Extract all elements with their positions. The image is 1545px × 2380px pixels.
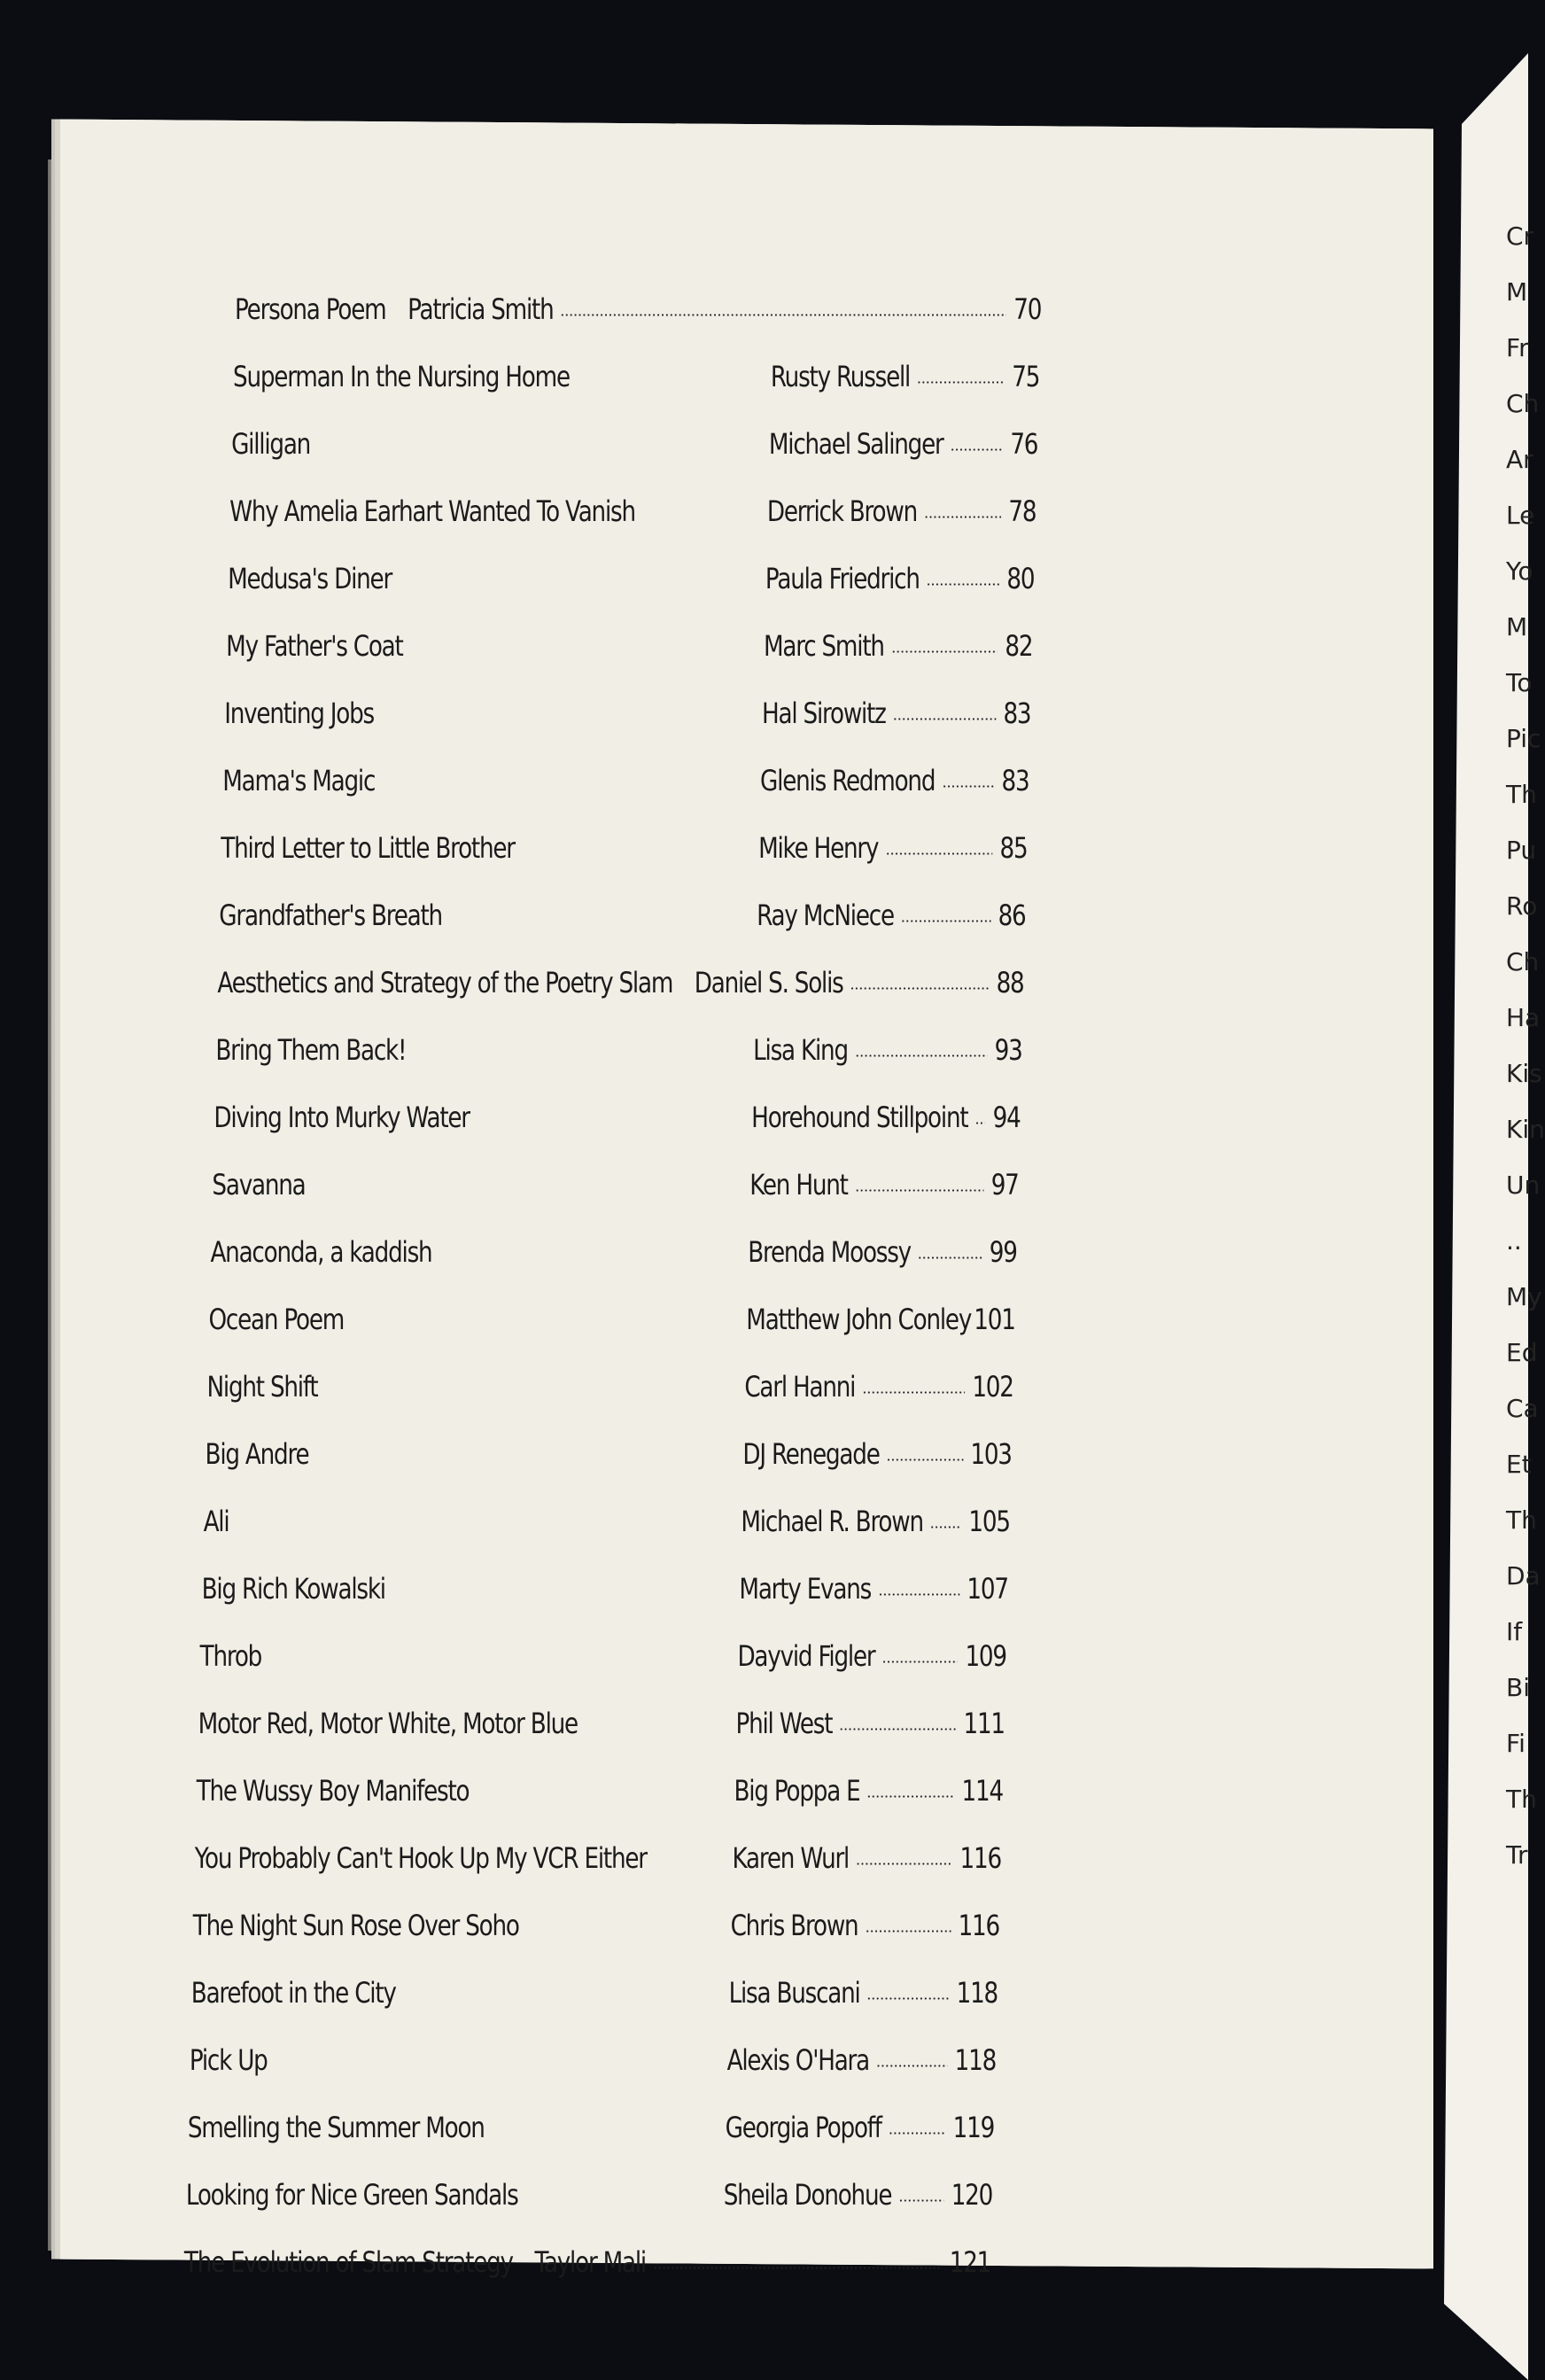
facing-page-fragment: My [1506,1282,1542,1311]
toc-page-number: 82 [1005,629,1033,663]
dot-leader [862,1391,965,1394]
facing-page-fragment: Th [1506,1505,1537,1535]
toc-title: Medusa's Diner [228,562,392,595]
toc-title: Diving Into Murky Water [214,1101,470,1134]
dot-leader [975,1122,986,1124]
toc-page-number: 105 [968,1505,1010,1538]
toc-title: Grandfather's Breath [219,898,442,932]
toc-row [231,427,1037,466]
toc-title: Motor Red, Motor White, Motor Blue [198,1707,578,1740]
toc-page-number: 85 [999,831,1028,865]
toc-author: Matthew John Conley [746,1303,972,1336]
toc-title: Persona Poem [235,292,386,326]
facing-page-fragment: Un [1506,1171,1541,1200]
toc-row [214,1101,1020,1139]
toc-title: Big Andre [205,1437,309,1471]
toc-title: Savanna [212,1168,306,1202]
dot-leader [917,381,1005,384]
toc-title: Night Shift [206,1370,318,1404]
facing-page-fragment: Ro [1506,891,1538,921]
toc-page-number: 93 [994,1033,1022,1067]
toc-row [217,966,1023,1005]
toc-title: Barefoot in the City [190,1976,396,2010]
dot-leader [855,1189,984,1192]
dot-leader [891,650,998,653]
toc-row [200,1639,1006,1678]
toc-page-number: 83 [1003,696,1031,730]
dot-leader [930,1526,961,1528]
toc-page-number: 88 [996,966,1024,999]
facing-page-fragment: Ca [1506,1394,1539,1423]
dot-leader [850,987,990,990]
toc-author: Alexis O'Hara [726,2043,869,2077]
toc-row [235,292,1041,331]
toc-author: Mike Henry [758,831,879,865]
toc-row [184,2245,990,2284]
toc-title: Third Letter to Little Brother [221,831,515,865]
toc-author: Lisa Buscani [728,1976,860,2010]
dot-leader [918,1256,982,1259]
toc-author: Taylor Mali [534,2245,646,2279]
toc-page-number: 101 [974,1303,1015,1336]
facing-page-fragment: M [1506,277,1528,307]
toc-author: Dayvid Figler [737,1639,875,1673]
toc-author: Karen Wurl [732,1841,850,1875]
dot-leader [878,1593,959,1596]
toc-author: Glenis Redmond [760,764,936,797]
facing-page-fragment: Ed [1506,1338,1538,1367]
toc-row [224,696,1030,735]
dot-leader [882,1661,959,1663]
dot-leader [887,1458,963,1461]
toc-author: Chris Brown [730,1909,858,1942]
toc-title: The Night Sun Rose Over Soho [192,1909,519,1942]
toc-title: Looking for Nice Green Sandals [185,2178,518,2212]
toc-title: The Evolution of Slam Strategy [183,2245,513,2279]
toc-title: The Wussy Boy Manifesto [196,1774,470,1808]
toc-author: Sheila Donohue [723,2178,892,2212]
dot-leader [653,2267,942,2269]
facing-page-fragment: M [1506,612,1528,642]
toc-row [229,494,1036,533]
toc-page-number: 99 [989,1235,1017,1269]
toc-author: Hal Sirowitz [761,696,886,730]
toc-author: Brenda Moossy [748,1235,911,1269]
toc-row [208,1303,1014,1342]
facing-page-fragment: Da [1506,1561,1541,1591]
toc-author: Big Poppa E [734,1774,860,1808]
toc-title: Ocean Poem [208,1303,345,1336]
toc-row [222,764,1029,803]
toc-author: Horehound Stillpoint [751,1101,968,1134]
dot-leader [942,785,994,788]
dot-leader [889,2132,945,2135]
toc-page-number: 86 [998,898,1026,932]
dot-leader [924,516,1001,518]
toc-title: Big Rich Kowalski [201,1572,385,1606]
toc-author: Patricia Smith [408,292,554,326]
toc-title: Gilligan [231,427,311,461]
facing-page-fragment: To [1506,668,1533,697]
toc-page-number: 119 [952,2111,995,2144]
toc-row [198,1707,1005,1746]
dot-leader [856,1863,952,1865]
toc-author: Marty Evans [739,1572,872,1606]
toc-author: Derrick Brown [766,494,917,528]
toc-page-number: 75 [1012,360,1040,393]
facing-page-fragment: Fi [1506,1729,1526,1758]
toc-title: Aesthetics and Strategy of the Poetry Slam [217,966,673,999]
dot-leader [901,920,990,922]
dot-leader [893,718,996,720]
toc-title: Mama's Magic [222,764,376,797]
toc-row [219,898,1025,937]
toc-page-number: 97 [990,1168,1019,1202]
toc-author: Lisa King [753,1033,848,1067]
toc-page-number: 76 [1010,427,1038,461]
toc-author: Ray McNiece [757,898,894,932]
facing-page-fragment: Pic [1506,724,1541,753]
toc-title: My Father's Coat [226,629,403,663]
facing-page-fragment: Th [1506,1785,1537,1814]
toc-page-number: 78 [1008,494,1036,528]
toc-row [233,360,1039,399]
toc-author: Marc Smith [763,629,884,663]
toc-row [191,1976,998,2015]
toc-row [226,629,1032,668]
facing-page-fragment: Bi [1506,1673,1530,1702]
toc-page-number: 103 [970,1437,1012,1471]
toc-row [202,1572,1008,1611]
facing-page-fragment: Ch [1506,947,1540,976]
toc-row [228,562,1034,601]
toc-author: Michael Salinger [768,427,943,461]
toc-author: Carl Hanni [744,1370,856,1404]
facing-page-fragment: Pu [1506,836,1537,865]
toc-page-number: 118 [956,1976,998,2010]
dot-leader [898,2199,943,2202]
toc-page-number: 114 [961,1774,1003,1808]
toc-page-number: 121 [949,2245,991,2279]
toc-author: Georgia Popoff [725,2111,881,2144]
toc-row [206,1437,1012,1476]
toc-page-number: 116 [958,1909,999,1942]
facing-page-fragment: Ar [1506,445,1533,474]
toc-page-number: 116 [959,1841,1001,1875]
toc-author: Ken Hunt [749,1168,848,1202]
toc-author: Daniel S. Solis [694,966,843,999]
toc-page-number: 70 [1013,292,1042,326]
toc-row [212,1168,1018,1207]
facing-page-fragment: Th [1506,780,1537,809]
toc-row [221,831,1027,870]
facing-page-fragment: Le [1506,501,1535,530]
toc-page-number: 102 [972,1370,1013,1404]
dot-leader [885,852,992,855]
dot-leader [927,583,999,586]
facing-page-fragment: Kin [1506,1115,1545,1144]
dot-leader [866,1930,951,1933]
dot-leader [951,448,1003,451]
facing-page-fragment: If [1506,1617,1523,1646]
toc-page-number: 111 [963,1707,1005,1740]
toc-title: Smelling the Summer Moon [187,2111,485,2144]
dot-leader [867,1997,950,2000]
facing-page-fragment: Tr [1506,1840,1528,1870]
toc-row [197,1774,1003,1813]
toc-page-number: 107 [967,1572,1008,1606]
facing-page-fragment: Ha [1506,1003,1541,1032]
dot-leader [855,1054,987,1057]
facing-page-fragment: Et [1506,1450,1532,1479]
facing-page-fragment: Yo [1506,556,1533,586]
toc-title: Bring Them Back! [215,1033,407,1067]
toc-author: DJ Renegade [742,1437,880,1471]
toc-author: Michael R. Brown [741,1505,923,1538]
toc-page-number: 83 [1001,764,1029,797]
toc-row [215,1033,1021,1072]
facing-page-fragment: Ch [1506,389,1540,418]
toc-row [190,2043,996,2082]
toc-row [207,1370,1013,1409]
toc-page-number: 120 [951,2178,993,2212]
dot-leader [876,2065,947,2067]
toc-author: Paula Friedrich [765,562,920,595]
toc-page-number: 94 [992,1101,1021,1134]
toc-row [188,2111,994,2150]
toc-title: Inventing Jobs [224,696,374,730]
toc-title: Pick Up [189,2043,268,2077]
toc-title: Anaconda, a kaddish [210,1235,432,1269]
facing-page-fragment: .. [1506,1226,1522,1256]
dot-leader [561,314,1006,316]
toc-title: Why Amelia Earhart Wanted To Vanish [229,494,635,528]
toc-row [210,1235,1016,1274]
dot-leader [867,1795,955,1798]
toc-title: Ali [203,1505,229,1538]
facing-page-fragment: Cr [1506,222,1534,251]
toc-title: You Probably Can't Hook Up My VCR Either [194,1841,647,1875]
dot-leader [839,1728,956,1731]
toc-title: Throb [199,1639,262,1673]
toc-row [195,1841,1001,1880]
toc-row [186,2178,992,2217]
toc-title: Superman In the Nursing Home [233,360,570,393]
toc-page-number: 118 [954,2043,997,2077]
toc-page-number: 80 [1006,562,1035,595]
toc-row [204,1505,1010,1544]
facing-page-fragment: Kis [1506,1059,1542,1088]
toc-author: Rusty Russell [770,360,911,393]
facing-page-fragment: Fr [1506,333,1529,362]
toc-row [193,1909,999,1948]
toc-author: Phil West [735,1707,833,1740]
toc-page-number: 109 [965,1639,1006,1673]
